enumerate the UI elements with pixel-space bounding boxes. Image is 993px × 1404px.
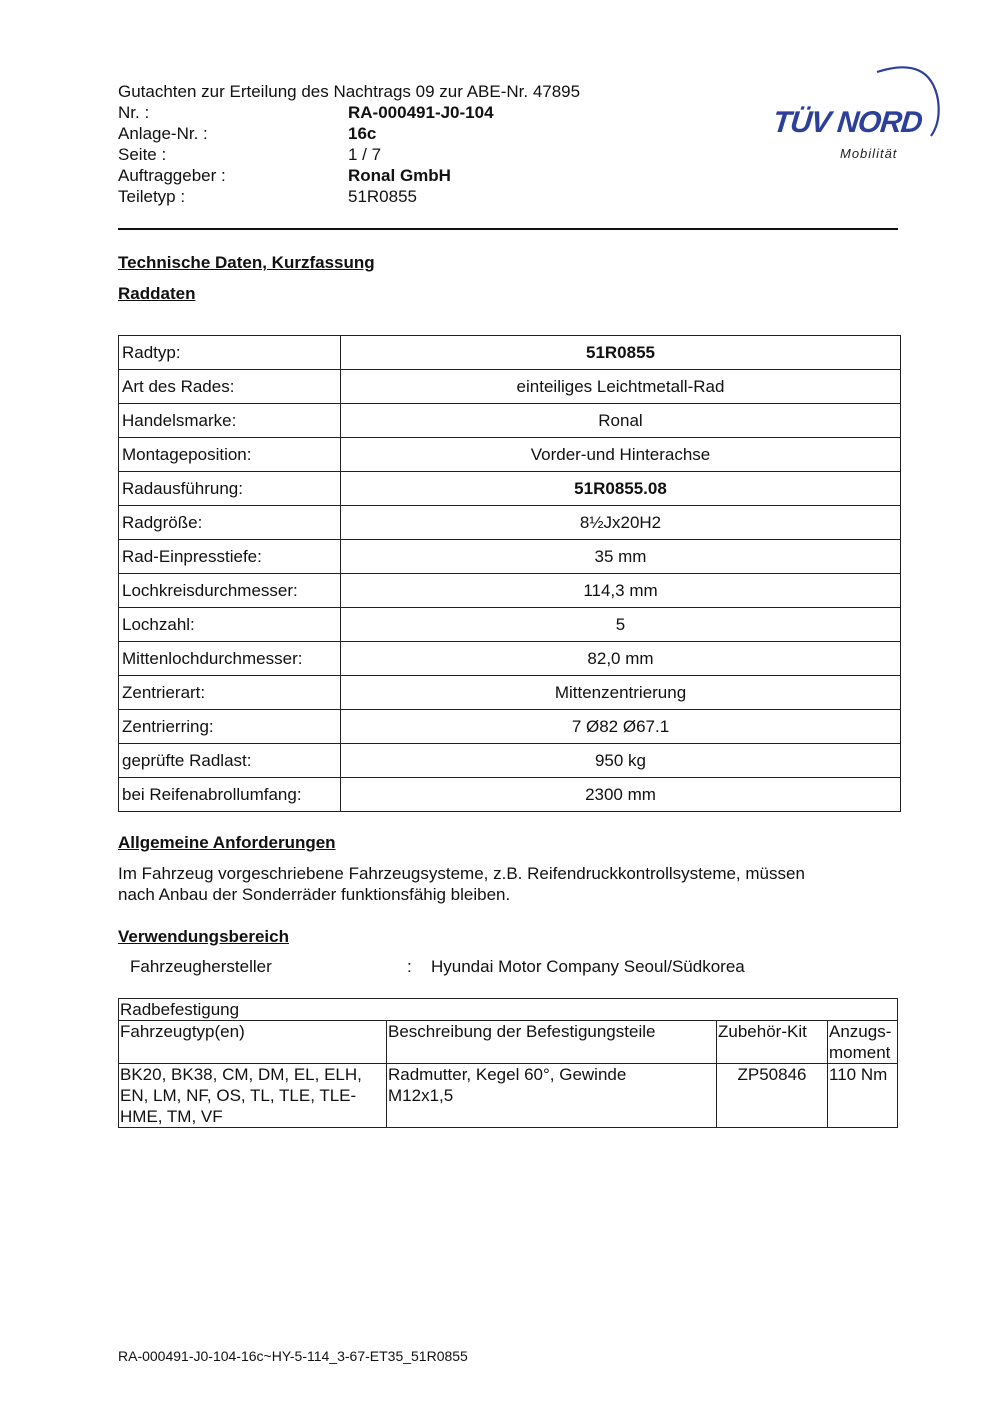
table-row	[119, 540, 901, 574]
header-zubehoer-kit: Zubehör-Kit	[717, 1021, 828, 1064]
raddaten-value: einteiliges Leichtmetall-Rad	[341, 370, 901, 404]
header-row-key: Anlage-Nr. :	[118, 124, 208, 143]
header-row	[118, 102, 494, 123]
header-row-value: 16c	[348, 124, 377, 143]
table-row	[119, 404, 901, 438]
header-row-value: 51R0855	[348, 187, 418, 206]
table-row	[119, 642, 901, 676]
header-row	[118, 144, 494, 165]
raddaten-value: 51R0855.08	[341, 472, 901, 506]
footer-reference: RA-000491-J0-104-16c~HY-5-114_3-67-ET35_51R0855	[118, 1348, 468, 1364]
logo-subtitle: Mobilität	[840, 146, 898, 161]
header-row	[118, 123, 494, 144]
allgemein-heading: Allgemeine Anforderungen	[118, 833, 336, 852]
raddaten-value: 114,3 mm	[341, 574, 901, 608]
fahrzeugtypen-line1: BK20, BK38, CM, DM, EL, ELH,	[120, 1065, 362, 1084]
raddaten-value: Mittenzentrierung	[341, 676, 901, 710]
header-anzugsmoment-line1: Anzugs-	[829, 1022, 892, 1041]
header-row	[118, 165, 494, 186]
header-row-key: Nr. :	[118, 103, 150, 122]
radbefestigung-title: Radbefestigung	[119, 999, 898, 1021]
header-row-value: RA-000491-J0-104	[348, 103, 494, 122]
raddaten-table	[118, 335, 901, 812]
table-row	[119, 608, 901, 642]
raddaten-label: Lochzahl:	[119, 608, 341, 642]
table-row	[119, 336, 901, 370]
header-row-value: Ronal GmbH	[348, 166, 451, 185]
allgemein-text-line2: nach Anbau der Sonderräder funktionsfähig bleiben.	[118, 885, 511, 904]
raddaten-label: Radtyp:	[119, 336, 341, 370]
raddaten-value: Vorder-und Hinterachse	[341, 438, 901, 472]
table-row	[119, 744, 901, 778]
header-row-key: Teiletyp :	[118, 187, 186, 206]
raddaten-value: 51R0855	[341, 336, 901, 370]
table-row	[119, 472, 901, 506]
fahrzeughersteller-label: Fahrzeughersteller	[130, 957, 272, 976]
table-row	[119, 438, 901, 472]
raddaten-value: Ronal	[341, 404, 901, 438]
raddaten-label: geprüfte Radlast:	[119, 744, 341, 778]
raddaten-value: 7 Ø82 Ø67.1	[341, 710, 901, 744]
header-row	[118, 186, 494, 207]
raddaten-value: 8½Jx20H2	[341, 506, 901, 540]
cell-anzugsmoment: 110 Nm	[828, 1064, 898, 1128]
table-row	[119, 778, 901, 812]
header-fahrzeugtyp: Fahrzeugtyp(en)	[119, 1021, 387, 1064]
raddaten-label: Montageposition:	[119, 438, 341, 472]
beschreibung-line2: M12x1,5	[388, 1086, 454, 1105]
table-row	[119, 1064, 898, 1128]
header-row-value: 1 / 7	[348, 145, 382, 164]
verwendung-heading: Verwendungsbereich	[118, 927, 289, 946]
fahrzeughersteller-separator: :	[407, 957, 412, 976]
section-title: Technische Daten, Kurzfassung	[118, 253, 375, 272]
raddaten-label: Mittenlochdurchmesser:	[119, 642, 341, 676]
tuv-nord-logo: TÜV NORD	[771, 106, 924, 139]
fahrzeugtypen-line2: EN, LM, NF, OS, TL, TLE, TLE-	[120, 1086, 357, 1105]
header-beschreibung: Beschreibung der Befestigungsteile	[387, 1021, 717, 1064]
raddaten-label: Zentrierring:	[119, 710, 341, 744]
raddaten-label: Lochkreisdurchmesser:	[119, 574, 341, 608]
table-row	[119, 370, 901, 404]
raddaten-label: Radausführung:	[119, 472, 341, 506]
cell-beschreibung	[387, 1064, 717, 1128]
header-row-key: Seite :	[118, 145, 167, 164]
raddaten-value: 5	[341, 608, 901, 642]
header-divider	[118, 228, 898, 230]
fahrzeughersteller-value: Hyundai Motor Company Seoul/Südkorea	[431, 957, 745, 976]
raddaten-label: Rad-Einpresstiefe:	[119, 540, 341, 574]
table-row	[119, 676, 901, 710]
raddaten-value: 35 mm	[341, 540, 901, 574]
table-row	[119, 574, 901, 608]
allgemein-text-line1: Im Fahrzeug vorgeschriebene Fahrzeugsysteme, z.B. Reifendruckkontrollsysteme, müssen	[118, 864, 805, 883]
raddaten-value: 950 kg	[341, 744, 901, 778]
raddaten-label: Radgröße:	[119, 506, 341, 540]
document-title: Gutachten zur Erteilung des Nachtrags 09 zur ABE-Nr. 47895	[118, 82, 581, 101]
cell-fahrzeugtypen	[119, 1064, 387, 1128]
fahrzeugtypen-line3: HME, TM, VF	[120, 1107, 223, 1126]
raddaten-value: 82,0 mm	[341, 642, 901, 676]
raddaten-value: 2300 mm	[341, 778, 901, 812]
raddaten-label: Zentrierart:	[119, 676, 341, 710]
header-anzugsmoment	[828, 1021, 898, 1064]
header-info	[118, 102, 494, 207]
table-row	[119, 506, 901, 540]
raddaten-heading: Raddaten	[118, 284, 196, 303]
raddaten-label: bei Reifenabrollumfang:	[119, 778, 341, 812]
cell-zubehoer-kit: ZP50846	[717, 1064, 828, 1128]
table-row	[119, 710, 901, 744]
radbefestigung-table	[118, 998, 898, 1128]
header-anzugsmoment-line2: moment	[829, 1043, 891, 1062]
beschreibung-line1: Radmutter, Kegel 60°, Gewinde	[388, 1065, 627, 1084]
raddaten-label: Art des Rades:	[119, 370, 341, 404]
header-row-key: Auftraggeber :	[118, 166, 226, 185]
raddaten-label: Handelsmarke:	[119, 404, 341, 438]
